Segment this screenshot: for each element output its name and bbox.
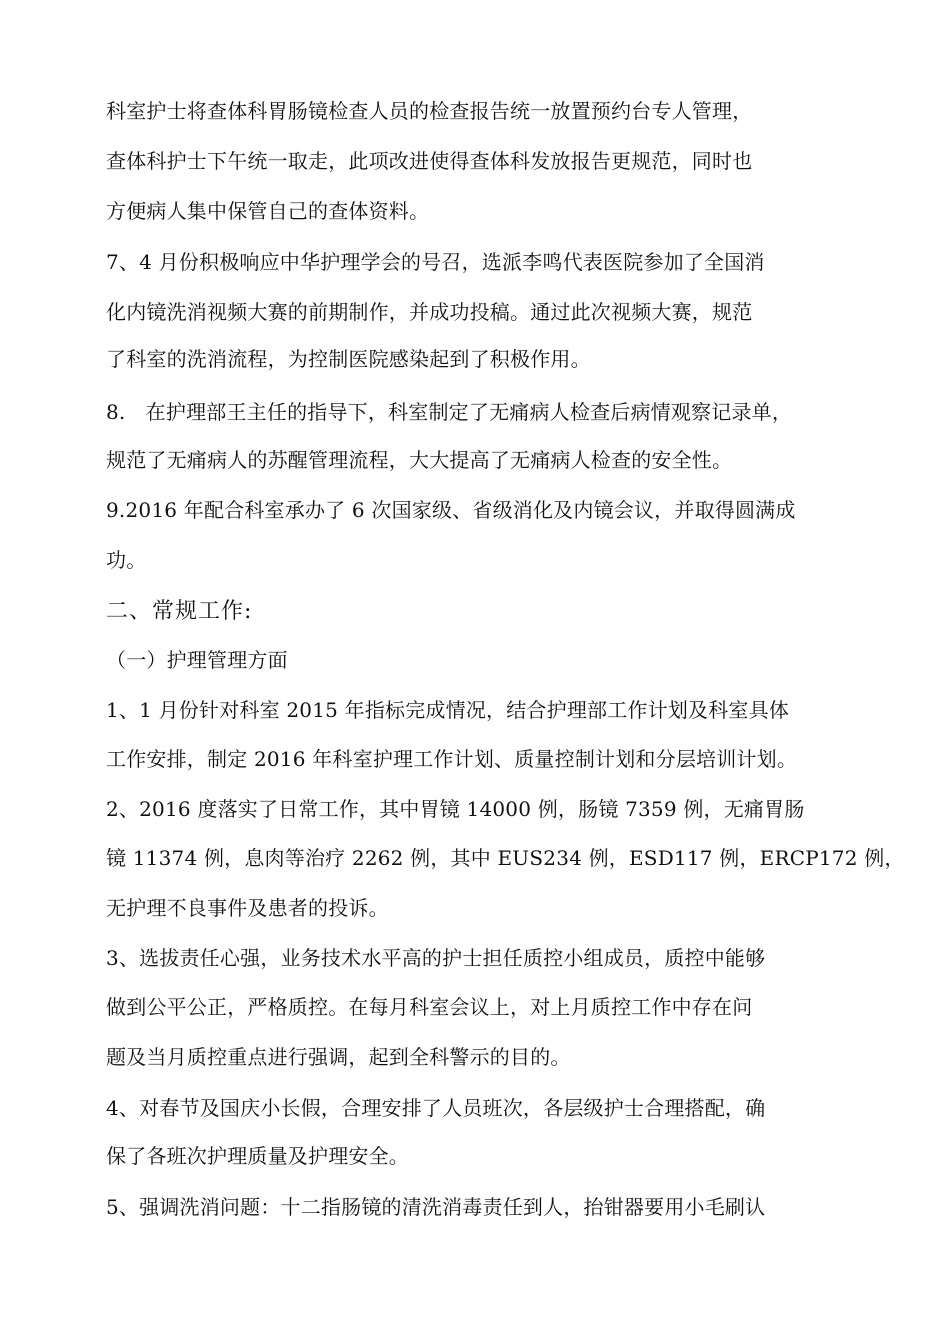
paragraph-line: 工作安排，制定 2016 年科室护理工作计划、质量控制计划和分层培训计划。 bbox=[106, 747, 798, 771]
paragraph-line: 4、对春节及国庆小长假，合理安排了人员班次，各层级护士合理搭配，确 bbox=[106, 1096, 766, 1120]
paragraph-line: 镜 11374 例，息肉等治疗 2262 例，其中 EUS234 例，ESD117 例，ERCP172 例， bbox=[106, 846, 905, 870]
subsection-heading: （一）护理管理方面 bbox=[106, 648, 288, 672]
paragraph-line: 3、选拔责任心强，业务技术水平高的护士担任质控小组成员，质控中能够 bbox=[106, 946, 766, 970]
paragraph-line: 9.2016 年配合科室承办了 6 次国家级、省级消化及内镜会议，并取得圆满成 bbox=[106, 498, 796, 522]
paragraph-line: 查体科护士下午统一取走，此项改进使得查体科发放报告更规范，同时也 bbox=[106, 149, 753, 173]
paragraph-line: 5、强调洗消问题：十二指肠镜的清洗消毒责任到人，抬钳器要用小毛刷认 bbox=[106, 1195, 766, 1219]
paragraph-line: 科室护士将查体科胃肠镜检查人员的检查报告统一放置预约台专人管理， bbox=[106, 99, 753, 123]
paragraph-line: 保了各班次护理质量及护理安全。 bbox=[106, 1144, 409, 1168]
paragraph-line: 7、4 月份积极响应中华护理学会的号召，选派李鸣代表医院参加了全国消 bbox=[106, 250, 765, 274]
paragraph-line: 题及当月质控重点进行强调，起到全科警示的目的。 bbox=[106, 1045, 571, 1069]
paragraph-line: 了科室的洗消流程，为控制医院感染起到了积极作用。 bbox=[106, 347, 591, 371]
paragraph-line: 无护理不良事件及患者的投诉。 bbox=[106, 896, 389, 920]
section-heading: 二、常规工作: bbox=[106, 599, 253, 624]
paragraph-line: 化内镜洗消视频大赛的前期制作，并成功投稿。通过此次视频大赛，规范 bbox=[106, 300, 753, 324]
paragraph-line: 功。 bbox=[106, 548, 147, 572]
paragraph-line: 2、2016 度落实了日常工作，其中胃镜 14000 例，肠镜 7359 例，无痛胃肠 bbox=[106, 797, 805, 821]
paragraph-line: 8. 在护理部王主任的指导下，科室制定了无痛病人检查后病情观察记录单， bbox=[106, 400, 793, 424]
paragraph-line: 规范了无痛病人的苏醒管理流程，大大提高了无痛病人检查的安全性。 bbox=[106, 448, 733, 472]
paragraph-line: 做到公平公正，严格质控。在每月科室会议上，对上月质控工作中存在问 bbox=[106, 995, 753, 1019]
paragraph-line: 方便病人集中保管自己的查体资料。 bbox=[106, 199, 430, 223]
paragraph-line: 1、1 月份针对科室 2015 年指标完成情况，结合护理部工作计划及科室具体 bbox=[106, 698, 790, 722]
